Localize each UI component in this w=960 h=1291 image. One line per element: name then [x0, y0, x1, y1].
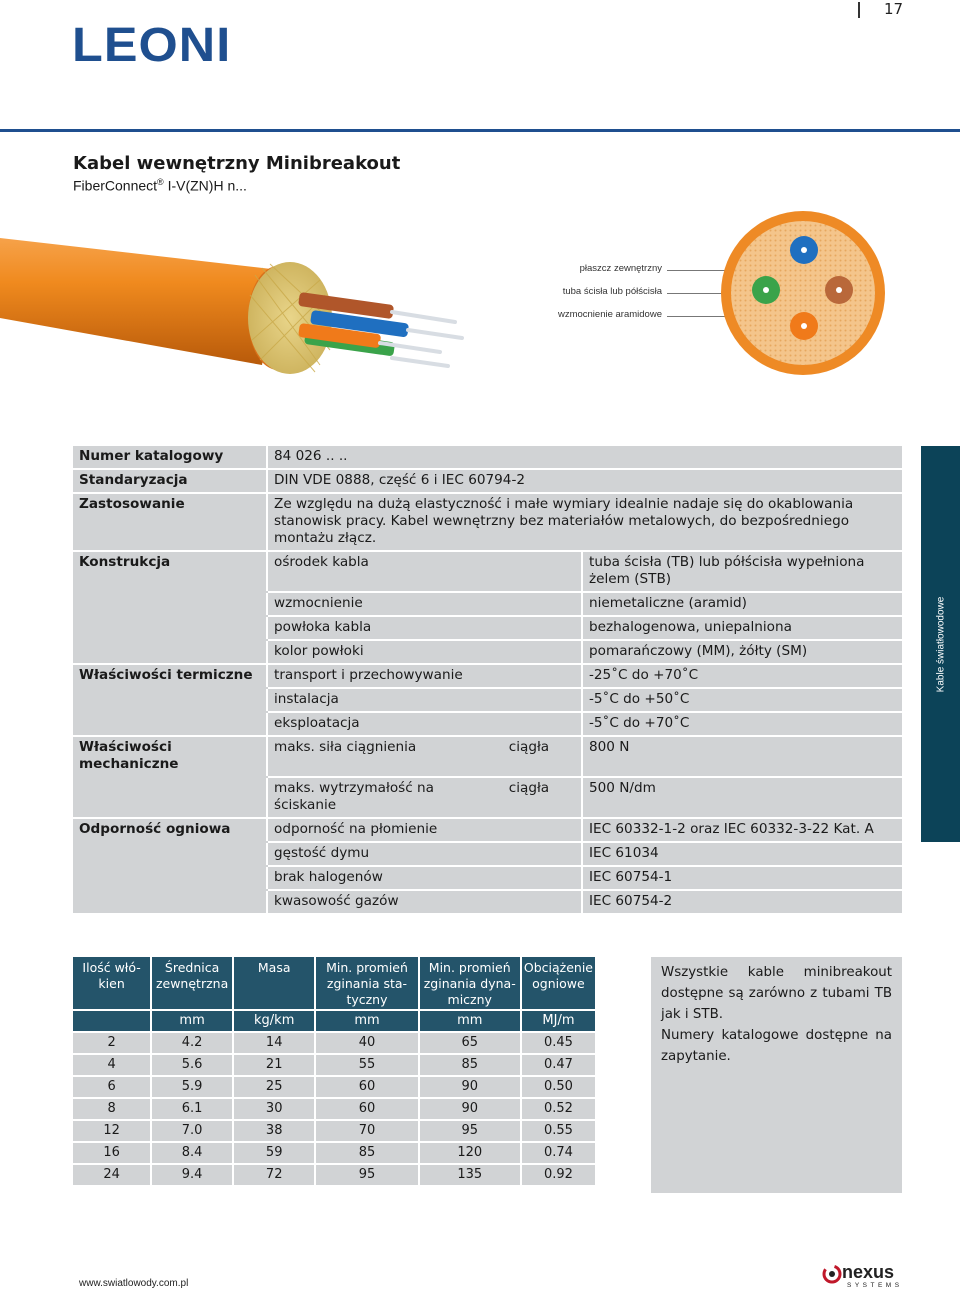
table-cell: 0.45 [521, 1032, 595, 1054]
table-cell: 25 [233, 1076, 315, 1098]
table-cell: 72 [233, 1164, 315, 1185]
spec-value: bezhalogenowa, uniepalniona [582, 616, 902, 640]
spec-row [73, 890, 902, 914]
nexus-brand: nexus [842, 1262, 895, 1282]
nexus-logo-icon [821, 1263, 843, 1285]
spec-label [73, 777, 267, 818]
spec-label [73, 890, 267, 914]
spec-label [73, 712, 267, 736]
spec-row [73, 469, 902, 493]
side-tab-label: Kable światłowodowe [935, 596, 946, 692]
spec-row [73, 592, 902, 616]
spec-param: ośrodek kabla [267, 551, 582, 592]
spec-row [73, 616, 902, 640]
table-cell: 65 [419, 1032, 521, 1054]
spec-value: 800 N [582, 736, 902, 777]
spec-param: transport i przechowywanie [267, 664, 582, 688]
spec-param: kolor powłoki [267, 640, 582, 664]
table-row [73, 1142, 595, 1164]
table-row [73, 1098, 595, 1120]
column-header: Ilość włó-kien [73, 957, 151, 1010]
table-cell: 85 [419, 1054, 521, 1076]
table-cell: 60 [315, 1098, 418, 1120]
spec-param: kwasowość gazów [267, 890, 582, 914]
table-cell: 95 [419, 1120, 521, 1142]
unit-cell: kg/km [233, 1010, 315, 1032]
note-text: Numery katalogowe dostępne na zapytanie. [661, 1028, 892, 1064]
leoni-logo: LEONI [72, 19, 232, 72]
spec-param: maks. wytrzymałość na ściskanie [267, 777, 503, 818]
spec-label: Standaryzacja [73, 469, 267, 493]
spec-param: instalacja [267, 688, 582, 712]
table-cell: 5.6 [151, 1054, 233, 1076]
spec-label: Numer katalogowy [73, 446, 267, 469]
table-cell: 120 [419, 1142, 521, 1164]
label-tube: tuba ścisła lub półścisła [562, 286, 662, 297]
table-cell: 60 [315, 1076, 418, 1098]
table-cell: 0.55 [521, 1120, 595, 1142]
column-header: Obciążenie ogniowe [521, 957, 595, 1010]
spec-param: maks. siła ciągnienia [267, 736, 503, 777]
table-row [73, 1120, 595, 1142]
footer-url[interactable]: www.swiatlowody.com.pl [79, 1278, 189, 1289]
table-row [73, 1164, 595, 1185]
page-number: 17 [884, 0, 904, 18]
table-cell: 135 [419, 1164, 521, 1185]
spec-value: 84 026 .. .. [267, 446, 902, 469]
table-cell: 6 [73, 1076, 151, 1098]
spec-value: pomarańczowy (MM), żółty (SM) [582, 640, 902, 664]
table-cell: 0.92 [521, 1164, 595, 1185]
product-title: Kabel wewnętrzny Minibreakout [73, 153, 401, 174]
spec-label: Właściwości termiczne [73, 664, 267, 688]
unit-cell: mm [419, 1010, 521, 1032]
table-cell: 12 [73, 1120, 151, 1142]
spec-param: brak halogenów [267, 866, 582, 890]
table-cell: 59 [233, 1142, 315, 1164]
page-number-separator [858, 2, 860, 18]
table-cell: 8.4 [151, 1142, 233, 1164]
table-cell: 95 [315, 1164, 418, 1185]
table-cell: 40 [315, 1032, 418, 1054]
spec-row [73, 777, 902, 818]
table-cell: 90 [419, 1098, 521, 1120]
cable-illustration [0, 200, 500, 410]
spec-label: Konstrukcja [73, 551, 267, 592]
column-header: Min. promień zginania sta-tyczny [315, 957, 418, 1010]
table-row [73, 1054, 595, 1076]
spec-label [73, 842, 267, 866]
spec-label [73, 640, 267, 664]
table-cell: 4.2 [151, 1032, 233, 1054]
unit-cell: mm [315, 1010, 418, 1032]
spec-row [73, 866, 902, 890]
table-cell: 30 [233, 1098, 315, 1120]
spec-value: Ze względu na dużą elastyczność i małe wymiary idealnie nadaje się do okablowania stanowisk pracy. Kabel wewnętrzny bez materiałów metalowych, do bezpośredniego montażu złącz. [267, 493, 902, 551]
table-row [73, 1076, 595, 1098]
spec-label [73, 688, 267, 712]
table-cell: 55 [315, 1054, 418, 1076]
spec-label: Właściwości mechaniczne [73, 736, 267, 777]
spec-qualifier: ciągła [503, 736, 582, 777]
spec-row [73, 446, 902, 469]
spec-param: powłoka kabla [267, 616, 582, 640]
spec-value: IEC 60754-2 [582, 890, 902, 914]
cable-cross-section [718, 208, 888, 378]
table-cell: 0.74 [521, 1142, 595, 1164]
note-text: Wszystkie kable minibreakout dostępne są zarówno z tubami TB jak i STB. [661, 965, 892, 1022]
table-cell: 85 [315, 1142, 418, 1164]
spec-label [73, 616, 267, 640]
table-cell: 70 [315, 1120, 418, 1142]
spec-row [73, 842, 902, 866]
spec-row [73, 640, 902, 664]
header-rule [0, 129, 960, 132]
table-cell: 7.0 [151, 1120, 233, 1142]
nexus-brand-sub: SYSTEMS [847, 1282, 903, 1289]
table-row [73, 1032, 595, 1054]
spec-value: DIN VDE 0888, część 6 i IEC 60794-2 [267, 469, 902, 493]
table-cell: 0.52 [521, 1098, 595, 1120]
table-cell: 5.9 [151, 1076, 233, 1098]
table-cell: 16 [73, 1142, 151, 1164]
spec-value: 500 N/dm [582, 777, 902, 818]
spec-row [73, 712, 902, 736]
table-header-row [73, 957, 595, 1010]
table-cell: 90 [419, 1076, 521, 1098]
spec-value: IEC 61034 [582, 842, 902, 866]
table-cell: 0.50 [521, 1076, 595, 1098]
spec-param: gęstość dymu [267, 842, 582, 866]
label-outer-jacket: płaszcz zewnętrzny [579, 263, 662, 274]
side-tab-label-wrap [921, 446, 960, 842]
spec-qualifier: ciągła [503, 777, 582, 818]
spec-label: Zastosowanie [73, 493, 267, 551]
spec-label [73, 866, 267, 890]
table-cell: 8 [73, 1098, 151, 1120]
spec-label: Odporność ogniowa [73, 818, 267, 842]
table-cell: 2 [73, 1032, 151, 1054]
product-subtitle: FiberConnect® I-V(ZN)H n... [73, 177, 247, 194]
fiber-count-table [73, 957, 595, 1185]
table-cell: 21 [233, 1054, 315, 1076]
spec-row [73, 736, 902, 777]
table-cell: 9.4 [151, 1164, 233, 1185]
spec-value: niemetaliczne (aramid) [582, 592, 902, 616]
spec-label [73, 592, 267, 616]
unit-cell: MJ/m [521, 1010, 595, 1032]
table-cell: 4 [73, 1054, 151, 1076]
specification-table [73, 446, 902, 915]
spec-row [73, 664, 902, 688]
table-cell: 6.1 [151, 1098, 233, 1120]
label-aramid: wzmocnienie aramidowe [557, 309, 662, 320]
spec-row [73, 818, 902, 842]
unit-cell [73, 1010, 151, 1032]
spec-row [73, 688, 902, 712]
column-header: Masa [233, 957, 315, 1010]
column-header: Średnica zewnętrzna [151, 957, 233, 1010]
spec-value: -25˚C do +70˚C [582, 664, 902, 688]
spec-value: IEC 60332-1-2 oraz IEC 60332-3-22 Kat. A [582, 818, 902, 842]
spec-value: -5˚C do +70˚C [582, 712, 902, 736]
table-cell: 0.47 [521, 1054, 595, 1076]
spec-value: tuba ścisła (TB) lub półścisła wypełniona żelem (STB) [582, 551, 902, 592]
spec-row [73, 551, 902, 592]
note-box [651, 957, 902, 1193]
spec-value: -5˚C do +50˚C [582, 688, 902, 712]
table-cell: 38 [233, 1120, 315, 1142]
table-cell: 14 [233, 1032, 315, 1054]
spec-param: odporność na płomienie [267, 818, 582, 842]
table-cell: 24 [73, 1164, 151, 1185]
spec-param: wzmocnienie [267, 592, 582, 616]
unit-cell: mm [151, 1010, 233, 1032]
units-row [73, 1010, 595, 1032]
spec-row [73, 493, 902, 551]
column-header: Min. promień zginania dyna-miczny [419, 957, 521, 1010]
spec-value: IEC 60754-1 [582, 866, 902, 890]
spec-param: eksploatacja [267, 712, 582, 736]
